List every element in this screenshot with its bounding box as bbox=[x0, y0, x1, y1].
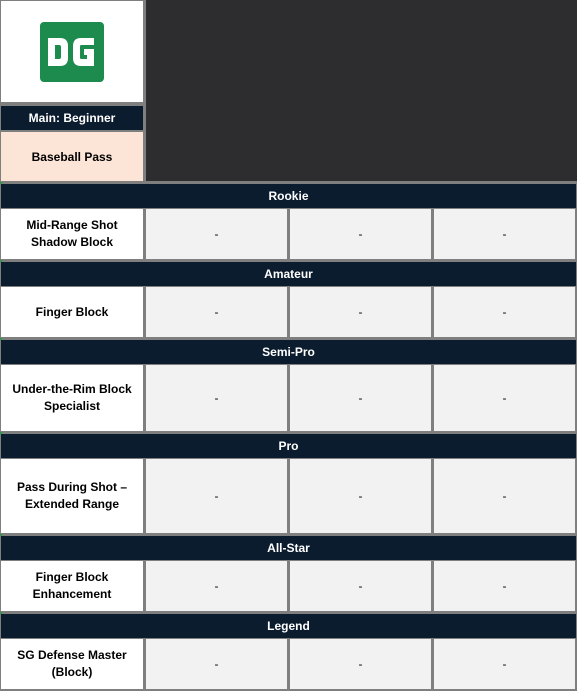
value-cell[interactable]: - bbox=[146, 287, 287, 337]
value-cell[interactable]: - bbox=[290, 459, 431, 533]
value-cell[interactable]: - bbox=[290, 365, 431, 431]
value-cell[interactable]: - bbox=[146, 209, 287, 259]
tier-header-amateur: Amateur bbox=[1, 262, 576, 286]
value-cell[interactable]: - bbox=[290, 287, 431, 337]
value-cell[interactable]: - bbox=[290, 561, 431, 611]
tier-row-rookie bbox=[0, 209, 577, 259]
main-level-label: Main: Beginner bbox=[1, 106, 143, 130]
value-cell[interactable]: - bbox=[290, 639, 431, 689]
pass-label: Baseball Pass bbox=[1, 132, 143, 181]
value-cell[interactable]: - bbox=[434, 287, 575, 337]
badge-name: Mid-Range Shot Shadow Block bbox=[1, 209, 143, 259]
value-cell[interactable]: - bbox=[434, 561, 575, 611]
value-cell[interactable]: - bbox=[290, 209, 431, 259]
badge-name: Pass During Shot – Extended Range bbox=[1, 459, 143, 533]
value-cell[interactable]: - bbox=[434, 459, 575, 533]
dg-logo-icon bbox=[40, 22, 104, 82]
value-cell[interactable]: - bbox=[146, 561, 287, 611]
tier-header-semi-pro: Semi-Pro bbox=[1, 340, 576, 364]
value-cell[interactable]: - bbox=[146, 365, 287, 431]
dg-logo-glyph bbox=[46, 36, 98, 68]
value-cell[interactable]: - bbox=[434, 639, 575, 689]
value-cell[interactable]: - bbox=[146, 459, 287, 533]
logo-cell bbox=[1, 1, 143, 102]
value-cell[interactable]: - bbox=[434, 365, 575, 431]
empty-dark-area bbox=[146, 0, 577, 181]
value-cell[interactable]: - bbox=[434, 209, 575, 259]
tier-row-legend bbox=[0, 639, 577, 689]
badge-name: Finger Block Enhancement bbox=[1, 561, 143, 611]
tier-row-pro bbox=[0, 459, 577, 533]
tier-header-pro: Pro bbox=[1, 434, 576, 458]
badge-name: Finger Block bbox=[1, 287, 143, 337]
value-cell[interactable]: - bbox=[146, 639, 287, 689]
tier-row-all-star bbox=[0, 561, 577, 611]
tier-row-amateur bbox=[0, 287, 577, 337]
badge-name: Under-the-Rim Block Specialist bbox=[1, 365, 143, 431]
tier-header-legend: Legend bbox=[1, 614, 576, 638]
tier-row-semi-pro bbox=[0, 365, 577, 431]
tier-header-rookie: Rookie bbox=[1, 184, 576, 208]
badge-name: SG Defense Master (Block) bbox=[1, 639, 143, 689]
tier-header-all-star: All-Star bbox=[1, 536, 576, 560]
